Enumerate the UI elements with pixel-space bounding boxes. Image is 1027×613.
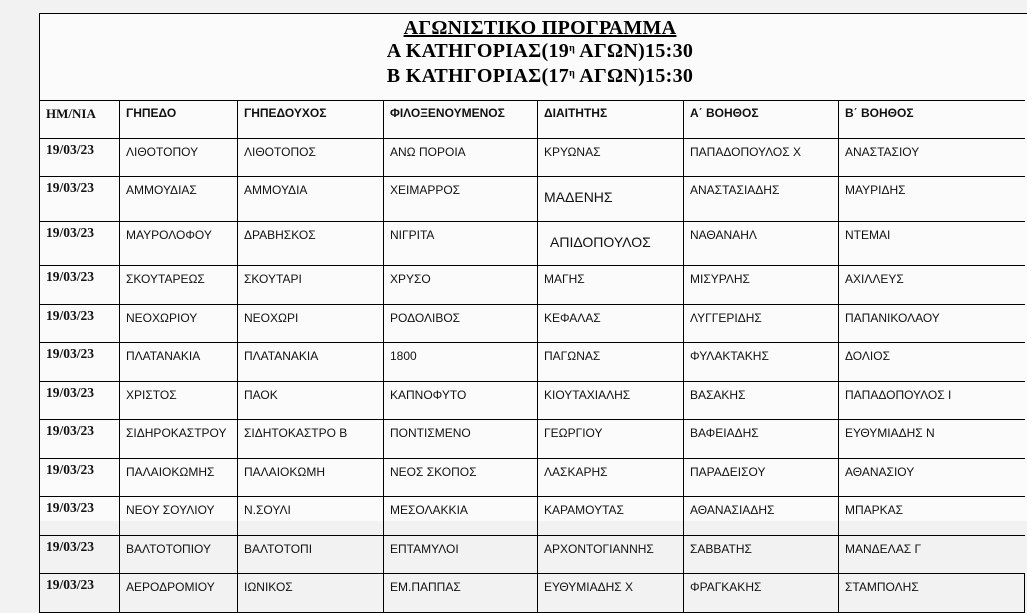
cell-away-team: ΕΜ.ΠΑΠΠΑΣ	[384, 574, 538, 613]
cell-home-team: ΒΑΛΤΟΤΟΠΙ	[238, 535, 384, 574]
category-a-text: Α ΚΑΤΗΓΟΡΙΑΣ(19	[386, 40, 570, 62]
category-a-time: ΑΓΩΝ)15:30	[575, 40, 694, 62]
cell-assistant-a: ΣΑΒΒΑΤΗΣ	[684, 535, 839, 574]
cell-home-team: ΣΙΔΗΤΟΚΑΣΤΡΟ Β	[238, 420, 384, 459]
cell-home-team: ΠΑΛΑΙΟΚΩΜΗ	[238, 458, 384, 497]
cell-assistant-a: ΛΥΓΓΕΡΙΔΗΣ	[684, 304, 839, 343]
column-header-date: ΗΜ/ΝΙΑ	[40, 101, 120, 139]
category-b-text: Β ΚΑΤΗΓΟΡΙΑΣ(17	[386, 65, 570, 87]
schedule-header	[39, 13, 1027, 101]
cell-referee: ΚΑΡΑΜΟΥΤΑΣ	[538, 497, 684, 536]
column-header-home: ΓΗΠΕΔΟΥΧΟΣ	[238, 101, 384, 139]
cell-referee: ΚΡΥΩΝΑΣ	[538, 138, 684, 177]
column-header-assistant-a: Α΄ ΒΟΗΘΟΣ	[684, 101, 839, 139]
cell-date: 19/03/23	[40, 221, 120, 266]
cell-stadium: ΑΜΜΟΥΔΙΑΣ	[120, 177, 238, 222]
cell-home-team: ΔΡΑΒΗΣΚΟΣ	[238, 221, 384, 266]
table-row	[40, 304, 1025, 343]
cell-stadium: ΜΑΥΡΟΛΟΦΟΥ	[120, 221, 238, 266]
cell-away-team: ΧΡΥΣΟ	[384, 266, 538, 305]
table-row	[40, 266, 1025, 305]
table-row	[40, 574, 1025, 613]
category-b-time: ΑΓΩΝ)15:30	[575, 65, 694, 87]
cell-assistant-b: ΑΝΑΣΤΑΣΙΟΥ	[839, 138, 1025, 177]
cell-home-team: Ν.ΣΟΥΛΙ	[238, 497, 384, 536]
cell-assistant-b: ΠΑΠΑΝΙΚΟΛΑΟΥ	[839, 304, 1025, 343]
cell-assistant-a: ΠΑΠΑΔΟΠΟΥΛΟΣ Χ	[684, 138, 839, 177]
cell-stadium: ΠΛΑΤΑΝΑΚΙΑ	[120, 343, 238, 382]
cell-assistant-a: ΝΑΘΑΝΑΗΛ	[684, 221, 839, 266]
cell-assistant-b: ΜΑΥΡΙΔΗΣ	[839, 177, 1025, 222]
cell-assistant-a: ΑΝΑΣΤΑΣΙΑΔΗΣ	[684, 177, 839, 222]
cell-referee: ΠΑΓΩΝΑΣ	[538, 343, 684, 382]
cell-away-team: ΕΠΤΑΜΥΛΟΙ	[384, 535, 538, 574]
cell-assistant-b: ΔΟΛΙΟΣ	[839, 343, 1025, 382]
cell-stadium: ΧΡΙΣΤΟΣ	[120, 381, 238, 420]
cell-date: 19/03/23	[40, 343, 120, 382]
table-row	[40, 343, 1025, 382]
table-row	[40, 420, 1025, 459]
cell-stadium: ΛΙΘΟΤΟΠΟΥ	[120, 138, 238, 177]
cell-assistant-b: ΣΤΑΜΠΟΛΗΣ	[839, 574, 1025, 613]
column-header-away: ΦΙΛΟΞΕΝΟΥΜΕΝΟΣ	[384, 101, 538, 139]
table-header-row	[40, 101, 1025, 139]
cell-away-team: 1800	[384, 343, 538, 382]
cell-referee: ΑΡΧΟΝΤΟΓΙΑΝΝΗΣ	[538, 535, 684, 574]
cell-referee	[538, 221, 684, 266]
cell-assistant-b: ΕΥΘΥΜΙΑΔΗΣ Ν	[839, 420, 1025, 459]
cell-date: 19/03/23	[40, 458, 120, 497]
table-row	[40, 381, 1025, 420]
category-b-line	[40, 65, 1027, 88]
cell-home-team: ΣΚΟΥΤΑΡΙ	[238, 266, 384, 305]
cell-assistant-b: ΠΑΠΑΔΟΠΟΥΛΟΣ Ι	[839, 381, 1025, 420]
cell-referee: ΓΕΩΡΓΙΟΥ	[538, 420, 684, 459]
cell-assistant-b: ΜΠΑΡΚΑΣ	[839, 497, 1025, 536]
table-row	[40, 497, 1025, 536]
cell-referee: ΛΑΣΚΑΡΗΣ	[538, 458, 684, 497]
cell-away-team: ΚΑΠΝΟΦΥΤΟ	[384, 381, 538, 420]
cell-referee: ΕΥΘΥΜΙΑΔΗΣ Χ	[538, 574, 684, 613]
table-row	[40, 138, 1025, 177]
cell-away-team: ΑΝΩ ΠΟΡΟΙΑ	[384, 138, 538, 177]
column-header-assistant-b: Β΄ ΒΟΗΘΟΣ	[839, 101, 1025, 139]
category-b-ordinal: η	[569, 68, 576, 79]
cell-stadium: ΝΕΟΥ ΣΟΥΛΙΟΥ	[120, 497, 238, 536]
cell-away-team: ΠΟΝΤΙΣΜΕΝΟ	[384, 420, 538, 459]
cell-home-team: ΛΙΘΟΤΟΠΟΣ	[238, 138, 384, 177]
cell-away-team: ΧΕΙΜΑΡΡΟΣ	[384, 177, 538, 222]
cell-date: 19/03/23	[40, 266, 120, 305]
cell-referee: ΜΑΓΗΣ	[538, 266, 684, 305]
cell-stadium: ΣΙΔΗΡΟΚΑΣΤΡΟΥ	[120, 420, 238, 459]
cell-stadium: ΝΕΟΧΩΡΙΟΥ	[120, 304, 238, 343]
schedule-title: ΑΓΩΝΙΣΤΙΚΟ ΠΡΟΓΡΑΜΜΑ	[403, 17, 677, 39]
cell-assistant-b: ΑΘΑΝΑΣΙΟΥ	[839, 458, 1025, 497]
cell-assistant-a: ΦΥΛΑΚΤΑΚΗΣ	[684, 343, 839, 382]
cell-referee-text: ΑΠΙΔΟΠΟΥΛΟΣ	[550, 233, 651, 250]
cell-assistant-a: ΜΙΣΥΡΛΗΣ	[684, 266, 839, 305]
cell-assistant-b: ΜΑΝΔΕΛΑΣ Γ	[839, 535, 1025, 574]
cell-home-team: ΝΕΟΧΩΡΙ	[238, 304, 384, 343]
cell-assistant-b: ΝΤΕΜΑΙ	[839, 221, 1025, 266]
cell-date: 19/03/23	[40, 138, 120, 177]
cell-date: 19/03/23	[40, 497, 120, 536]
cell-away-team: ΝΕΟΣ ΣΚΟΠΟΣ	[384, 458, 538, 497]
cell-date: 19/03/23	[40, 535, 120, 574]
cell-date: 19/03/23	[40, 574, 120, 613]
category-a-ordinal: η	[569, 43, 576, 54]
column-header-referee: ΔΙΑΙΤΗΤΗΣ	[538, 101, 684, 139]
cell-assistant-a: ΦΡΑΓΚΑΚΗΣ	[684, 574, 839, 613]
cell-date: 19/03/23	[40, 381, 120, 420]
cell-away-team: ΝΙΓΡΙΤΑ	[384, 221, 538, 266]
cell-stadium: ΑΕΡΟΔΡΟΜΙΟΥ	[120, 574, 238, 613]
cell-date: 19/03/23	[40, 304, 120, 343]
cell-date: 19/03/23	[40, 420, 120, 459]
cell-referee: ΚΕΦΑΛΑΣ	[538, 304, 684, 343]
cell-home-team: ΙΩΝΙΚΟΣ	[238, 574, 384, 613]
cell-referee-text: ΜΑΔΕΝΗΣ	[544, 189, 613, 205]
cell-referee: ΚΙΟΥΤΑΧΙΑΛΗΣ	[538, 381, 684, 420]
cell-assistant-a: ΒΑΣΑΚΗΣ	[684, 381, 839, 420]
table-row	[40, 458, 1025, 497]
cell-away-team: ΡΟΔΟΛΙΒΟΣ	[384, 304, 538, 343]
table-row	[40, 177, 1025, 222]
cell-home-team: ΠΑΟΚ	[238, 381, 384, 420]
cell-assistant-a: ΑΘΑΝΑΣΙΑΔΗΣ	[684, 497, 839, 536]
cell-away-team: ΜΕΣΟΛΑΚΚΙΑ	[384, 497, 538, 536]
table-row	[40, 535, 1025, 574]
category-a-line	[40, 40, 1027, 63]
cell-assistant-a: ΠΑΡΑΔΕΙΣΟΥ	[684, 458, 839, 497]
column-header-stadium: ΓΗΠΕΔΟ	[120, 101, 238, 139]
table-row	[40, 221, 1025, 266]
cell-stadium: ΒΑΛΤΟΤΟΠΙΟΥ	[120, 535, 238, 574]
cell-date: 19/03/23	[40, 177, 120, 222]
cell-assistant-b: ΑΧΙΛΛΕΥΣ	[839, 266, 1025, 305]
cell-home-team: ΑΜΜΟΥΔΙΑ	[238, 177, 384, 222]
cell-stadium: ΣΚΟΥΤΑΡΕΩΣ	[120, 266, 238, 305]
match-schedule-table	[39, 100, 1025, 613]
cell-assistant-a: ΒΑΦΕΙΑΔΗΣ	[684, 420, 839, 459]
cell-stadium: ΠΑΛΑΙΟΚΩΜΗΣ	[120, 458, 238, 497]
cell-referee	[538, 177, 684, 222]
cell-home-team: ΠΛΑΤΑΝΑΚΙΑ	[238, 343, 384, 382]
